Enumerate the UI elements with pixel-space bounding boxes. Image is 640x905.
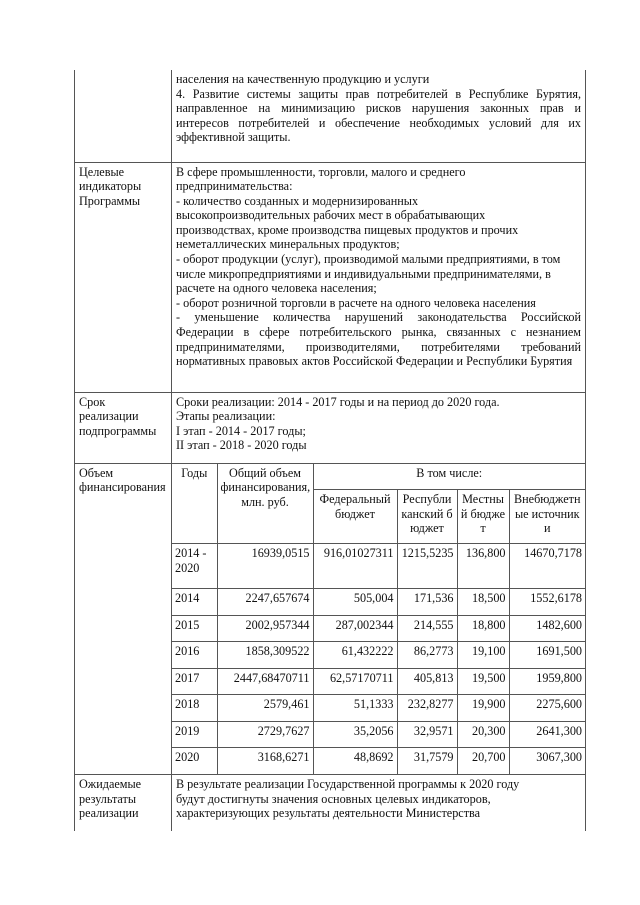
header-including: В том числе: (313, 464, 585, 490)
cell-total: 3168,6271 (217, 748, 313, 775)
term-text (172, 392, 586, 463)
term-row (75, 392, 586, 463)
financing-data-row (172, 589, 585, 616)
cell-local: 19,900 (457, 695, 509, 722)
cell-federal: 287,002344 (313, 615, 397, 642)
cell-extra: 2641,300 (509, 721, 585, 748)
cell-local: 136,800 (457, 544, 509, 589)
cell-republic: 32,9571 (397, 721, 457, 748)
financing-data-row (172, 695, 585, 722)
financing-data-row (172, 721, 585, 748)
header-local: Местный бюджет (457, 490, 509, 544)
cell-year: 2019 (172, 721, 217, 748)
indicator-line: - оборот продукции (услуг), производимой малыми предприятиями, в том числе микропредприятиями и индивидуальными предпринимателями, в расчете на одного человека населения; (176, 252, 561, 296)
goals-line: населения на качественную продукцию и услуги (176, 72, 430, 86)
cell-extra: 14670,7178 (509, 544, 585, 589)
cell-total: 2002,957344 (217, 615, 313, 642)
term-label: Срок реализации подпрограммы (75, 392, 172, 463)
cell-year: 2017 (172, 668, 217, 695)
cell-federal: 505,004 (313, 589, 397, 616)
cell-extra: 1691,500 (509, 642, 585, 669)
cell-republic: 31,7579 (397, 748, 457, 775)
cell-republic: 86,2773 (397, 642, 457, 669)
financing-data-row (172, 544, 585, 589)
cell-federal: 35,2056 (313, 721, 397, 748)
cell-extra: 3067,300 (509, 748, 585, 775)
header-federal: Федеральный бюджет (313, 490, 397, 544)
cell-federal: 61,432222 (313, 642, 397, 669)
cell-total: 1858,309522 (217, 642, 313, 669)
indicator-line: - количество созданных и модернизированных высокопроизводительных рабочих мест в обрабатывающих производствах, кроме производства пищевых продуктов и прочих неметаллических минеральных продуктов; (176, 193, 519, 252)
cell-republic: 405,813 (397, 668, 457, 695)
indicators-label: Целевые индикаторы Программы (75, 162, 172, 392)
header-extra: Внебюджетные источники (509, 490, 585, 544)
cell-total: 2729,7627 (217, 721, 313, 748)
financing-data-row (172, 748, 585, 775)
cell-republic: 1215,5235 (397, 544, 457, 589)
goals-text (172, 70, 586, 162)
financing-label: Объем финансирования (75, 463, 172, 775)
results-row (75, 775, 586, 831)
term-line: Сроки реализации: 2014 - 2017 годы и на период до 2020 года. (176, 394, 500, 409)
cell-local: 20,700 (457, 748, 509, 775)
cell-total: 2447,68470711 (217, 668, 313, 695)
cell-federal: 48,8692 (313, 748, 397, 775)
cell-republic: 171,536 (397, 589, 457, 616)
cell-federal: 916,01027311 (313, 544, 397, 589)
cell-republic: 214,555 (397, 615, 457, 642)
goals-label (75, 70, 172, 162)
indicators-row (75, 162, 586, 392)
cell-total: 2579,461 (217, 695, 313, 722)
cell-year: 2014 (172, 589, 217, 616)
indicator-line: В сфере промышленности, торговли, малого и среднего предпринимательства: (176, 164, 466, 194)
cell-extra: 1552,6178 (509, 589, 585, 616)
financing-data-row (172, 642, 585, 669)
cell-year: 2014 - 2020 (172, 544, 217, 589)
cell-federal: 62,57170711 (313, 668, 397, 695)
cell-total: 16939,0515 (217, 544, 313, 589)
cell-extra: 2275,600 (509, 695, 585, 722)
term-line: I этап - 2014 - 2017 годы; (176, 423, 306, 438)
goals-line: 4. Развитие системы защиты прав потребителей в Республике Бурятия, направленное на минимизацию рисков нарушения законных прав и интересов потребителей и обеспечение необходимых условий для их эффективной защиты. (176, 86, 581, 145)
cell-local: 19,500 (457, 668, 509, 695)
header-years: Годы (172, 464, 217, 544)
cell-local: 20,300 (457, 721, 509, 748)
results-label: Ожидаемые результаты реализации (75, 775, 172, 831)
cell-year: 2018 (172, 695, 217, 722)
cell-local: 19,100 (457, 642, 509, 669)
financing-cell (172, 463, 586, 775)
indicators-text (172, 162, 586, 392)
cell-total: 2247,657674 (217, 589, 313, 616)
cell-extra: 1482,600 (509, 615, 585, 642)
indicator-line: - оборот розничной торговли в расчете на одного человека населения (176, 295, 536, 310)
cell-year: 2020 (172, 748, 217, 775)
cell-year: 2016 (172, 642, 217, 669)
term-line: Этапы реализации: (176, 409, 276, 424)
goals-row (75, 70, 586, 162)
cell-local: 18,800 (457, 615, 509, 642)
header-republic: Республиканский бюджет (397, 490, 457, 544)
financing-data-row (172, 615, 585, 642)
financing-table (172, 464, 585, 775)
indicator-line: - уменьшение количества нарушений законодательства Российской Федерации в сфере потребительского рынка, связанных с незнанием предпринимателями, производителями, потребителями требований нормативных правовых актов Российской Федерации и Республики Бурятия (176, 310, 581, 369)
cell-federal: 51,1333 (313, 695, 397, 722)
cell-extra: 1959,800 (509, 668, 585, 695)
term-line: II этап - 2018 - 2020 годы (176, 438, 307, 453)
financing-row (75, 463, 586, 775)
financing-data-row (172, 668, 585, 695)
cell-year: 2015 (172, 615, 217, 642)
cell-republic: 232,8277 (397, 695, 457, 722)
results-text: В результате реализации Государственной программы к 2020 году будут достигнуты значения основных целевых индикаторов, характеризующих результаты деятельности Министерства (172, 775, 586, 831)
header-total: Общий объем финансирования, млн. руб. (217, 464, 313, 544)
cell-local: 18,500 (457, 589, 509, 616)
passport-table (74, 70, 586, 831)
